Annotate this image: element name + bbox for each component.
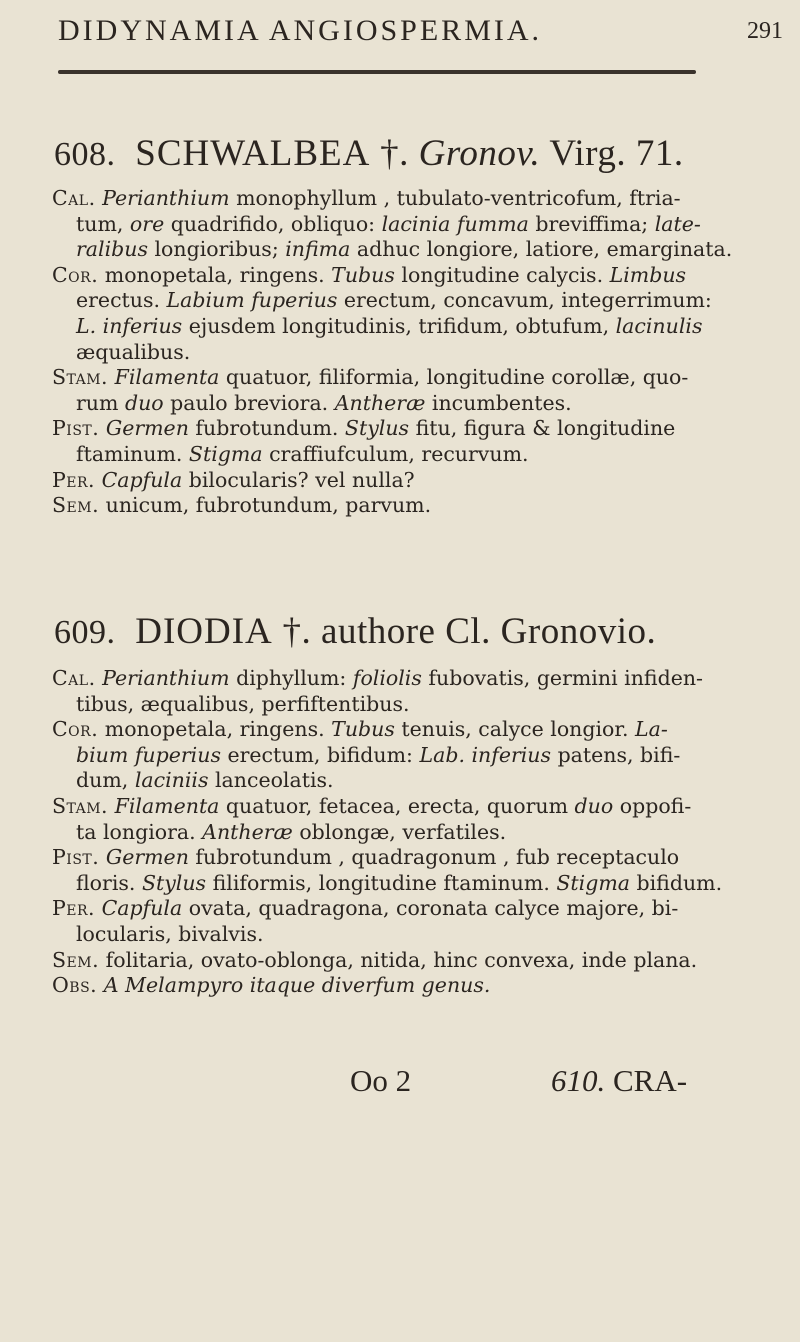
text-line [52,416,712,442]
text-run: Filamenta [114,793,220,818]
text-run: duo [574,793,614,818]
text-run: quatuor, fetacea, erecta, quorum [219,793,575,818]
text-run: fubrotundum. [188,416,345,441]
text-run: ta longiora. [76,819,203,844]
text-run: locularis, bivalvis. [76,921,264,946]
text-line [52,922,712,948]
text-run: lanceolatis. [208,768,334,793]
section-label: Pist. [52,845,100,870]
entry-608-number: 608. [54,136,116,173]
text-run: ejusdem longitudinis, trifidum, obtufum, [182,313,616,338]
section-label: Stam. [52,793,109,818]
text-run: erectum, concavum, integerrimum: [337,288,712,313]
running-head-title: DIDYNAMIA ANGIOSPERMIA. [58,14,543,47]
text-run: Tubus [331,262,395,287]
text-run: ftaminum. [76,441,189,466]
text-run: ore [129,211,165,236]
text-run: erectus. [76,288,167,313]
text-line [52,794,712,820]
text-run: fubovatis, germini infiden- [421,666,703,690]
text-run: quatuor, filiformia, longitudine corollæ, quo- [219,365,689,390]
text-run: breviffima; [528,211,655,236]
text-line [52,314,712,340]
text-run: tibus, æqualibus, perfiftentibus. [76,691,410,716]
page-number: 291 [747,18,783,44]
text-run: Stylus [141,870,207,895]
section-label: Per. [52,896,96,921]
section-label: Sem. [52,947,100,972]
text-run: paulo breviora. [163,390,335,415]
text-run: floris. [76,870,142,895]
text-line [52,263,712,289]
text-run: tum, [76,211,130,236]
text-run: longioribus; [147,237,286,262]
text-line [52,768,712,794]
section-label: Cal. [52,186,96,210]
running-head [58,14,783,54]
catchword-number: 610. [551,1063,606,1098]
text-run: Lab. inferius [419,742,552,767]
catchword [551,1063,687,1099]
text-run: duo [124,390,164,415]
text-run: erectum, bifidum: [220,742,420,767]
text-run: Capfula [101,896,183,921]
text-line [52,692,712,718]
page-footer [0,1063,800,1103]
text-run: lacinulis [615,313,703,338]
text-run: Stigma [188,441,263,466]
text-run: oblongæ, verfatiles. [292,819,507,844]
text-run: Perianthium [102,666,230,690]
text-line [52,442,712,468]
text-run: Germen [105,416,189,441]
section-label: Cor. [52,717,99,742]
text-run: Germen [105,845,189,870]
text-line [52,365,712,391]
text-run: filiformis, longitudine ftaminum. [206,870,557,895]
text-line [52,666,712,692]
text-run: fubrotundum , quadragonum , fub receptaculo [188,845,680,870]
text-run: late- [654,211,701,236]
section-label: Cor. [52,262,99,287]
text-run: tenuis, calyce longior. [394,717,635,742]
text-line [52,186,712,212]
section-label: Stam. [52,365,109,390]
text-run: Labium fuperius [166,288,338,313]
entry-609-text [52,666,723,999]
text-line [52,717,712,743]
text-run: diphyllum: [229,666,353,690]
text-run: Tubus [331,717,395,742]
text-line [52,391,712,417]
header-rule [58,70,696,74]
text-run: craffiufculum, recurvum. [262,441,529,466]
entry-609-authority: authore Cl. Gronovio. [321,611,657,652]
signature-mark: Oo 2 [350,1063,412,1098]
text-run: monopetala, ringens. [98,262,332,287]
text-run: fitu, figura & longitudine [409,416,676,441]
text-line [52,896,712,922]
text-run: laciniis [134,768,209,793]
text-run: adhuc longiore, latiore, emarginata. [350,237,733,262]
text-run: Stigma [556,870,630,895]
entry-609-genus: DIODIA [135,611,273,652]
text-run: Perianthium [102,186,230,210]
catchword-text: CRA- [613,1063,688,1098]
text-run: A Melampyro itaque diverfum genus. [103,973,491,998]
text-line [52,743,712,769]
text-run: Antheræ [202,819,293,844]
text-run: foliolis [352,666,422,690]
text-run: dum, [76,768,135,793]
text-run: Stylus [344,416,410,441]
text-run: oppofi- [613,793,692,818]
text-run: monopetala, ringens. [98,717,332,742]
text-run: patens, bifi- [551,742,681,767]
text-run: Antheræ [334,390,426,415]
text-line [52,820,712,846]
text-run: rum [76,390,125,415]
text-run: folitaria, ovato-oblonga, nitida, hinc convexa, inde plana. [99,947,698,972]
text-run: bifidum. [629,870,723,895]
text-line [52,340,712,366]
text-line [52,845,712,871]
entry-609-number: 609. [54,614,116,651]
section-label: Sem. [52,493,100,518]
text-run: Capfula [101,467,183,492]
text-run: unicum, fubrotundum, parvum. [99,493,432,518]
entry-608-text [52,186,733,519]
entry-608-authority: Gronov. [418,133,541,174]
text-line [52,288,712,314]
text-run: bium fuperius [76,742,221,767]
text-run: bilocularis? vel nulla? [182,467,415,492]
text-run: infima [285,237,351,262]
text-run: Limbus [609,262,687,287]
text-run: quadrifido, obliquo: [164,211,382,236]
text-run: lacinia fumma [381,211,529,236]
text-line [52,237,733,263]
text-run: Filamenta [114,365,220,390]
text-run: La- [634,717,668,742]
text-run: incumbentes. [425,390,572,415]
text-line [52,212,712,238]
section-label: Per. [52,467,96,492]
text-line [52,493,712,519]
text-line [52,973,712,999]
dagger-mark: †. [282,611,312,652]
dagger-mark: †. [380,133,409,174]
entry-608-heading [54,132,684,175]
text-run: longitudine calycis. [394,262,610,287]
section-label: Obs. [52,973,98,998]
text-line [52,948,712,974]
text-line [52,870,723,897]
text-run: ralibus [76,237,148,262]
entry-609-heading [54,610,656,653]
section-label: Pist. [52,416,100,441]
text-line [52,468,712,494]
text-run: æqualibus. [76,339,191,364]
text-run: monophyllum , tubulato-ventricofum, ftria- [229,186,681,210]
entry-608-reference: Virg. 71. [549,133,684,174]
text-run: L. inferius [76,313,183,338]
section-label: Cal. [52,666,96,690]
text-run: ovata, quadragona, coronata calyce majore, bi- [182,896,679,921]
entry-608-genus: SCHWALBEA [135,133,371,174]
